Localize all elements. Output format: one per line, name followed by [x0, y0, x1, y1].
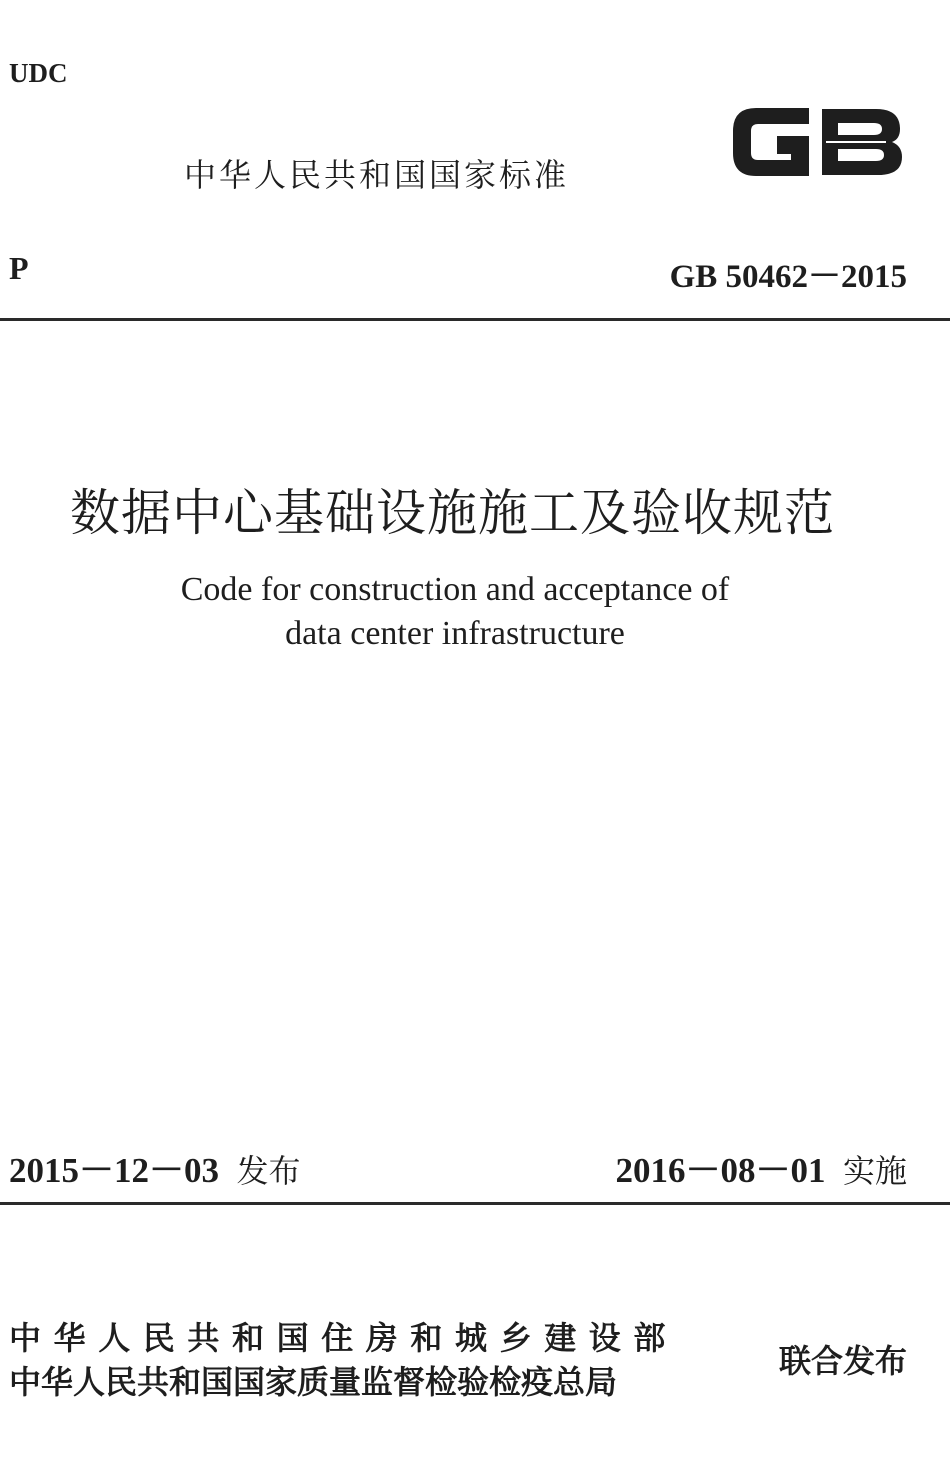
national-standard-heading: 中华人民共和国国家标准	[184, 156, 570, 194]
joint-issue-label: 联合发布	[778, 1342, 907, 1380]
effective-date-block	[615, 1143, 907, 1193]
effective-date: 2016－08－01	[615, 1151, 826, 1190]
issuer-aqsiq: 中华人民共和国国家质量监督检验检疫总局	[9, 1363, 618, 1401]
issuing-authorities	[9, 1316, 709, 1404]
top-divider	[0, 318, 950, 321]
category-code: P	[9, 250, 29, 286]
issue-label: 发布	[236, 1152, 301, 1190]
issue-date: 2015－12－03	[9, 1151, 220, 1190]
title-english-line-2: data center infrastructure	[285, 615, 625, 652]
bottom-divider	[0, 1202, 950, 1205]
issue-date-block	[9, 1143, 301, 1193]
effective-label: 实施	[842, 1152, 907, 1190]
title-english-line-1: Code for construction and acceptance of	[180, 571, 730, 608]
title-chinese: 数据中心基础设施施工及验收规范	[70, 484, 835, 542]
udc-label: UDC	[9, 58, 68, 88]
issuer-ministry: 中华人民共和国住房和城乡建设部	[9, 1319, 679, 1357]
standard-number: GB 50462－2015	[669, 259, 907, 295]
gb-logo	[726, 95, 908, 187]
title-english	[0, 568, 910, 656]
